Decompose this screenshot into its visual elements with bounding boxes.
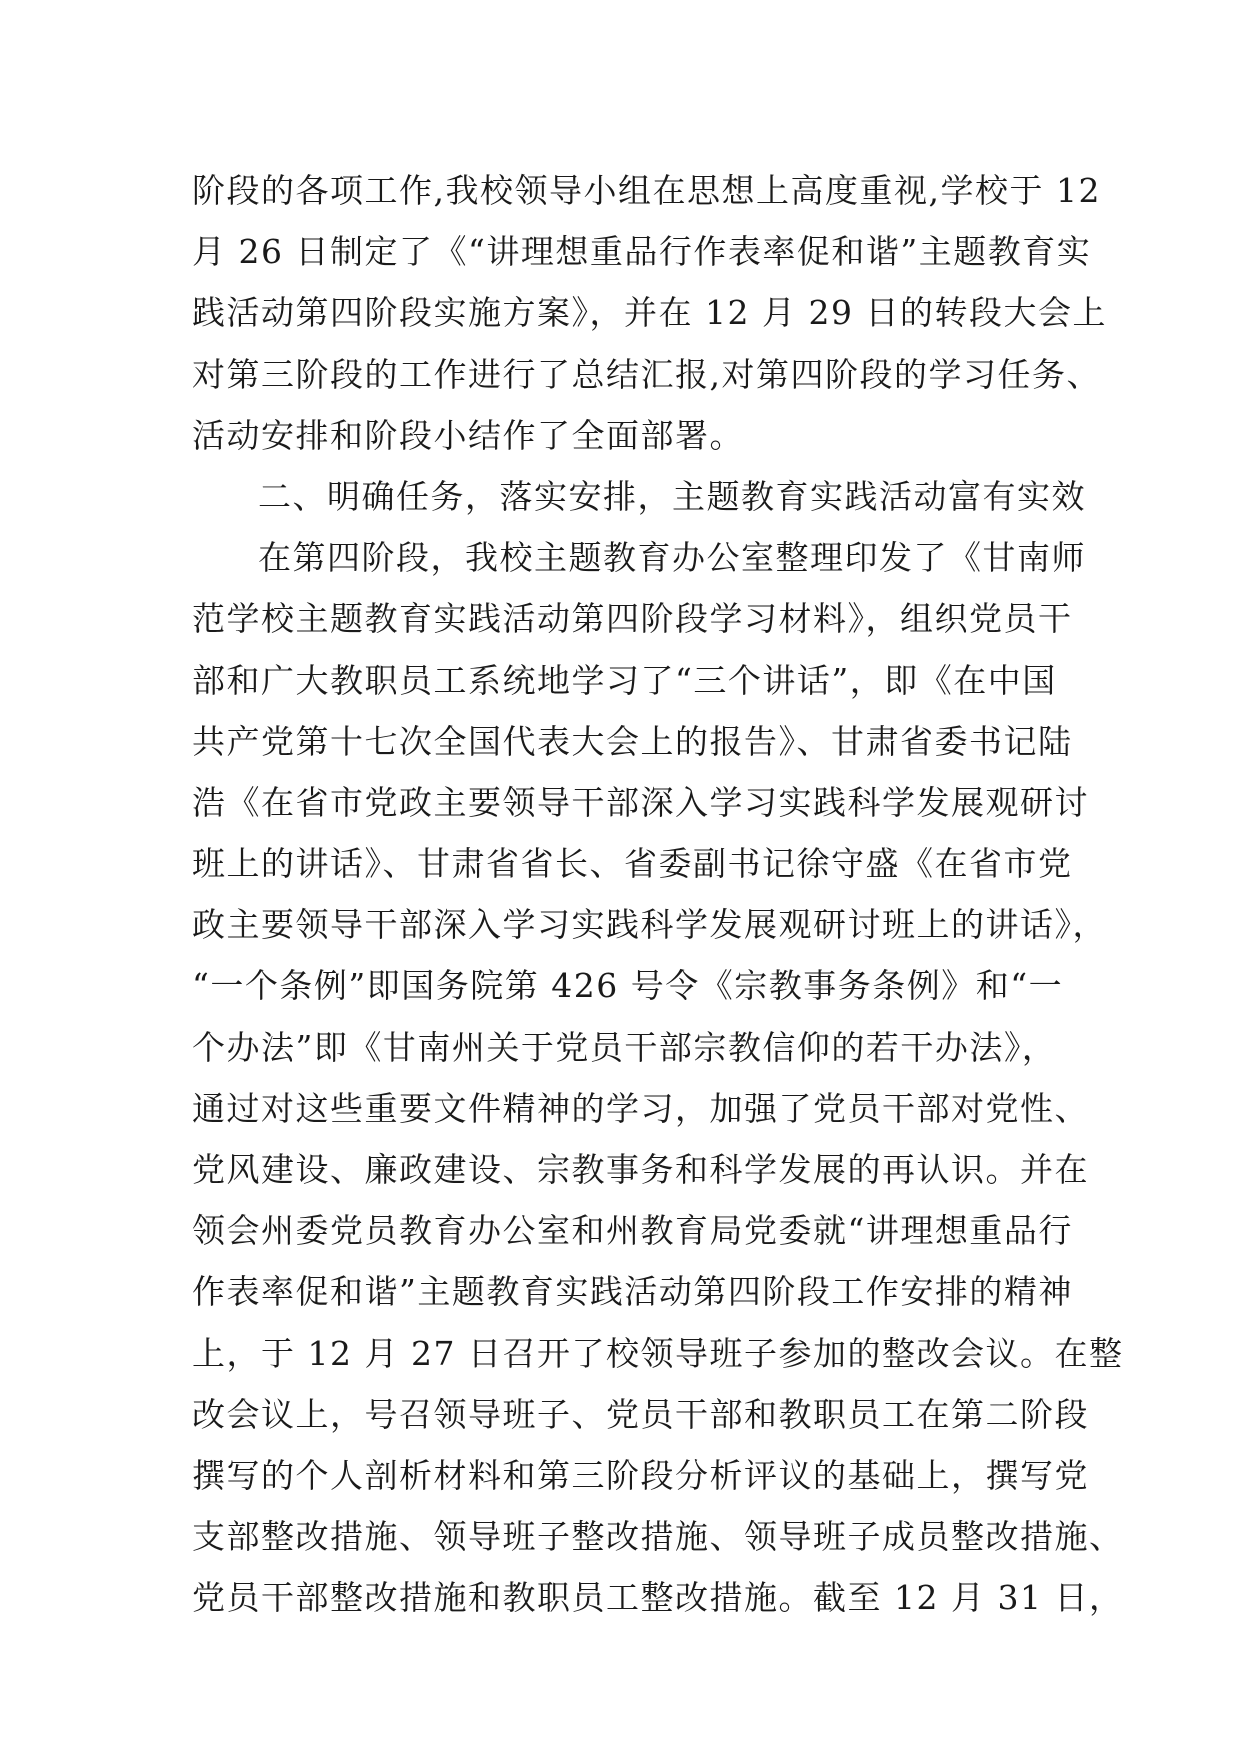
text-line: 作表率促和谐”主题教育实践活动第四阶段工作安排的精神 [192, 1272, 1073, 1312]
text-line: 月 26 日制定了《“讲理想重品行作表率促和谐”主题教育实 [192, 232, 1092, 272]
text-line: 共产党第十七次全国代表大会上的报告》、甘肃省委书记陆 [192, 721, 1073, 761]
text-line: 部和广大教职员工系统地学习了“三个讲话”，即《在中国 [192, 660, 1057, 700]
text-line: 范学校主题教育实践活动第四阶段学习材料》，组织党员干 [192, 599, 1073, 639]
text-line: 浩《在省市党政主要领导干部深入学习实践科学发展观研讨 [192, 782, 1089, 822]
text-line: 党员干部整改措施和教职员工整改措施。截至 12 月 31 日， [192, 1578, 1124, 1618]
text-line: “一个条例”即国务院第 426 号令《宗教事务条例》和“一 [192, 966, 1064, 1006]
text-line: 活动安排和阶段小结作了全面部署。 [192, 415, 744, 455]
text-line: 践活动第四阶段实施方案》，并在 12 月 29 日的转段大会上 [192, 293, 1107, 333]
text-line: 上，于 12 月 27 日召开了校领导班子参加的整改会议。在整 [192, 1333, 1124, 1373]
text-line: 通过对这些重要文件精神的学习，加强了党员干部对党性、 [192, 1088, 1089, 1128]
text-line: 阶段的各项工作,我校领导小组在思想上高度重视,学校于 12 [192, 171, 1101, 210]
body-text [192, 160, 1124, 1629]
text-line: 个办法”即《甘南州关于党员干部宗教信仰的若干办法》， [192, 1027, 1057, 1067]
paragraph-first-line: 在第四阶段，我校主题教育办公室整理印发了《甘南师 [258, 538, 1086, 578]
text-line: 领会州委党员教育办公室和州教育局党委就“讲理想重品行 [192, 1211, 1073, 1251]
section-heading: 二、明确任务，落实安排，主题教育实践活动富有实效 [258, 476, 1086, 516]
text-line: 撰写的个人剖析材料和第三阶段分析评议的基础上，撰写党 [192, 1455, 1089, 1495]
text-line: 对第三阶段的工作进行了总结汇报,对第四阶段的学习任务、 [192, 354, 1101, 394]
text-line: 党风建设、廉政建设、宗教事务和科学发展的再认识。并在 [192, 1150, 1089, 1189]
text-line: 班上的讲话》、甘肃省省长、省委副书记徐守盛《在省市党 [192, 844, 1073, 884]
text-line: 改会议上，号召领导班子、党员干部和教职员工在第二阶段 [192, 1394, 1089, 1434]
text-line: 支部整改措施、领导班子整改措施、领导班子成员整改措施、 [192, 1517, 1124, 1557]
text-line: 政主要领导干部深入学习实践科学发展观研讨班上的讲话》， [192, 905, 1107, 945]
